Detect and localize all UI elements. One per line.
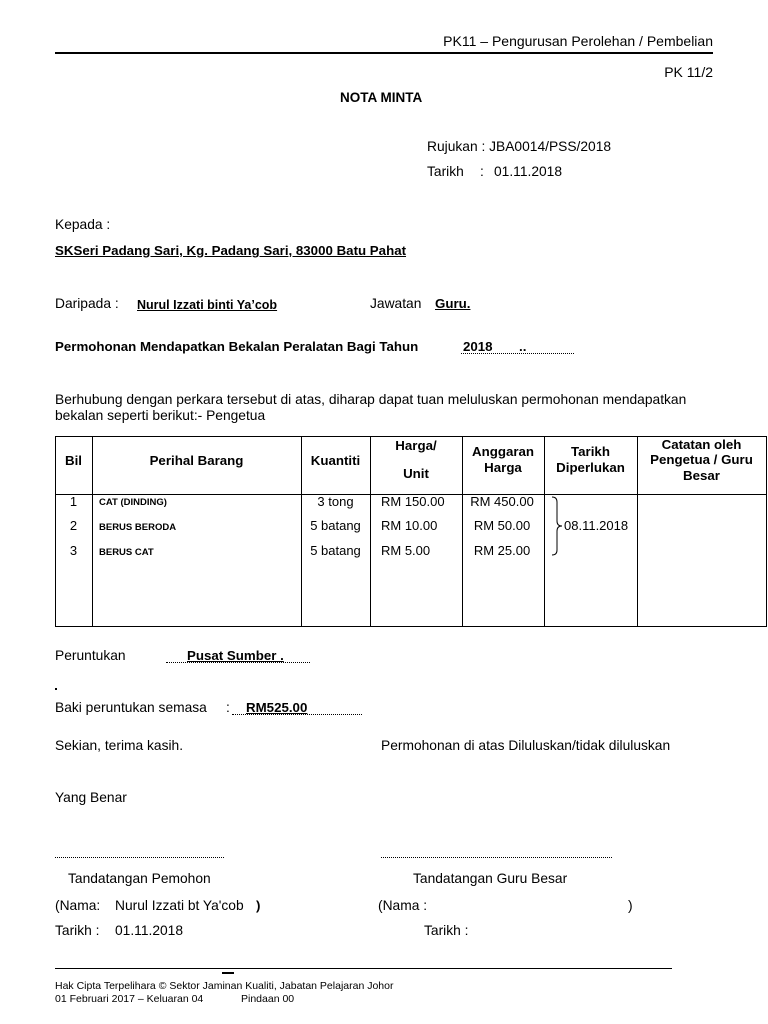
recipient-address: SKSeri Padang Sari, Kg. Padang Sari, 83000 Batu Pahat	[55, 243, 407, 258]
applicant-name: Nurul Izzati bt Ya'cob	[115, 898, 244, 913]
applicant-date-label: Tarikh :	[55, 923, 100, 938]
cell-anggaran: RM 450.00	[470, 494, 534, 509]
applicant-date: 01.11.2018	[115, 923, 184, 938]
cell-bil: 2	[69, 518, 78, 533]
footer-amendment: Pindaan 00	[241, 993, 295, 1005]
section-title: PK11 – Pengurusan Perolehan / Pembelian	[443, 33, 713, 49]
footer-issue: 01 Februari 2017 – Keluaran 04	[55, 993, 204, 1005]
cell-kuantiti: 3 tong	[317, 494, 354, 509]
header-anggaran-harga: Anggaran	[471, 444, 535, 459]
cell-kuantiti: 5 batang	[310, 543, 361, 558]
header-tarikh-diperlukan: Diperlukan	[556, 460, 625, 475]
footer-copyright: Hak Cipta Terpelihara © Sektor Jaminan Kualiti, Jabatan Pelajaran Johor	[55, 980, 394, 992]
cell-bil: 3	[69, 543, 78, 558]
approval-statement: Permohonan di atas Diluluskan/tidak diluluskan	[381, 738, 671, 753]
position-value: Guru.	[435, 296, 471, 311]
cell-item: BERUS CAT	[99, 547, 154, 558]
header-bil: Bil	[65, 453, 82, 468]
cell-harga-unit: RM 150.00	[381, 494, 445, 509]
headmaster-signature-caption: Tandatangan Guru Besar	[413, 871, 568, 886]
recipient-label: Kepada :	[55, 217, 111, 232]
page-code: PK 11/2	[664, 64, 713, 80]
allocation-label: Peruntukan	[55, 648, 126, 663]
header-catatan: Pengetua / Guru	[650, 452, 753, 467]
sender-label: Daripada :	[55, 296, 119, 311]
date-colon: :	[480, 164, 484, 179]
closing-yang-benar: Yang Benar	[55, 790, 127, 805]
cell-item: CAT (DINDING)	[99, 497, 167, 508]
headmaster-name-label: (Nama :	[378, 898, 428, 913]
cell-kuantiti: 5 batang	[310, 518, 361, 533]
cell-item: BERUS BERODA	[99, 522, 177, 533]
applicant-name-label: (Nama:	[55, 898, 101, 913]
allocation-value: Pusat Sumber .	[187, 648, 284, 663]
cell-bil: 1	[69, 494, 78, 509]
balance-label: Baki peruntukan semasa	[55, 700, 207, 715]
headmaster-date-label: Tarikh :	[424, 923, 469, 938]
sender-name: Nurul Izzati binti Ya’cob	[137, 298, 278, 312]
header-tarikh-diperlukan: Tarikh	[571, 444, 610, 459]
header-rule	[55, 52, 713, 54]
footer-dash	[222, 972, 234, 974]
applicant-name-close: )	[256, 898, 261, 913]
applicant-signature-line	[55, 846, 224, 858]
footer-rule	[55, 968, 672, 969]
stray-mark	[55, 688, 57, 690]
header-kuantiti: Kuantiti	[310, 453, 361, 468]
body-line-1: Berhubung dengan perkara tersebut di atas, diharap dapat tuan meluluskan permohonan mendapatkan	[55, 392, 687, 407]
position-label: Jawatan	[370, 296, 422, 311]
cell-anggaran: RM 50.00	[473, 518, 531, 533]
headmaster-signature-line	[381, 846, 612, 858]
cell-tarikh-diperlukan: 08.11.2018	[564, 518, 629, 533]
closing-thanks: Sekian, terima kasih.	[55, 738, 184, 753]
date-value: 01.11.2018	[494, 164, 563, 179]
cell-anggaran: RM 25.00	[473, 543, 531, 558]
header-harga-unit: Harga/	[395, 438, 437, 453]
header-perihal-barang: Perihal Barang	[149, 453, 244, 468]
balance-value: RM525.00	[246, 700, 308, 715]
header-harga-unit: Unit	[403, 466, 429, 481]
document-title: NOTA MINTA	[340, 90, 423, 105]
headmaster-name-close: )	[628, 898, 633, 913]
subject-trailing: ..	[519, 339, 527, 354]
body-line-2: bekalan seperti berikut:- Pengetua	[55, 408, 266, 423]
header-catatan: Besar	[683, 468, 720, 483]
date-label: Tarikh	[427, 164, 464, 179]
reference-number: Rujukan : JBA0014/PSS/2018	[427, 139, 612, 154]
balance-colon: :	[226, 700, 230, 715]
header-anggaran-harga: Harga	[484, 460, 522, 475]
cell-harga-unit: RM 5.00	[381, 543, 431, 558]
cell-harga-unit: RM 10.00	[381, 518, 438, 533]
subject-text: Permohonan Mendapatkan Bekalan Peralatan Bagi Tahun	[55, 339, 419, 354]
subject-year: 2018	[463, 339, 493, 354]
applicant-signature-caption: Tandatangan Pemohon	[68, 871, 211, 886]
header-catatan: Catatan oleh	[661, 437, 742, 452]
